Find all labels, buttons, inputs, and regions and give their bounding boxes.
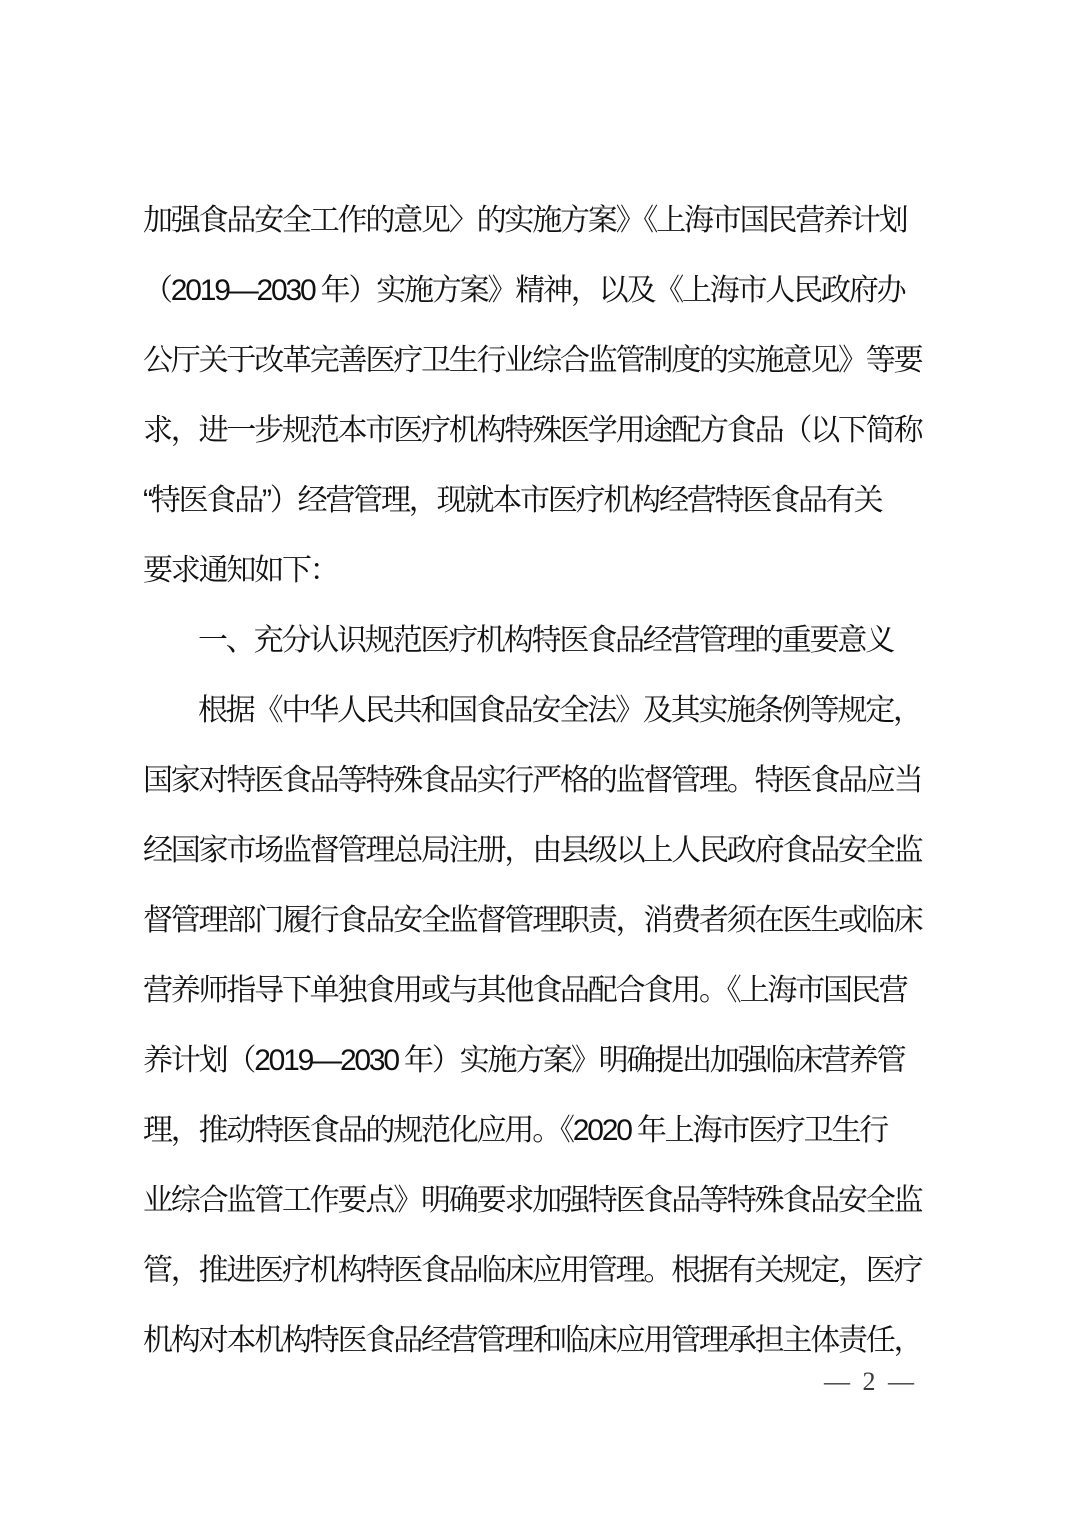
text-line: “特医食品”）经营管理，现就本市医疗机构经营特医食品有关 — [143, 484, 882, 517]
text-line: 业综合监管工作要点》明确要求加强特医食品等特殊食品安全监 — [143, 1184, 922, 1217]
text-line: 国家对特医食品等特殊食品实行严格的监督管理。特医食品应当 — [143, 764, 922, 797]
document-body — [143, 186, 973, 1376]
section-heading: 一、充分认识规范医疗机构特医食品经营管理的重要意义 — [198, 624, 893, 657]
page-number: — 2 — — [824, 1367, 917, 1396]
text-line: 管，推进医疗机构特医食品临床应用管理。根据有关规定，医疗 — [143, 1254, 922, 1287]
text-line: （2019—2030 年）实施方案》精神，以及《上海市人民政府办 — [143, 274, 905, 307]
text-line: 根据《中华人民共和国食品安全法》及其实施条例等规定， — [198, 694, 921, 727]
text-line: 加强食品安全工作的意见〉的实施方案》《上海市国民营养计划 — [143, 204, 907, 237]
text-line: 理，推动特医食品的规范化应用。《2020 年上海市医疗卫生行 — [143, 1114, 888, 1147]
text-line: 养计划（2019—2030 年）实施方案》明确提出加强临床营养管 — [143, 1044, 905, 1077]
text-line: 要求通知如下： — [143, 554, 338, 587]
text-line: 督管理部门履行食品安全监督管理职责，消费者须在医生或临床 — [143, 904, 922, 937]
text-line: 机构对本机构特医食品经营管理和临床应用管理承担主体责任， — [143, 1324, 922, 1357]
text-line: 公厅关于改革完善医疗卫生行业综合监管制度的实施意见》等要 — [143, 344, 922, 377]
text-line: 求，进一步规范本市医疗机构特殊医学用途配方食品（以下简称 — [143, 414, 922, 447]
text-line: 经国家市场监督管理总局注册，由县级以上人民政府食品安全监 — [143, 834, 922, 867]
text-line: 营养师指导下单独食用或与其他食品配合食用。《上海市国民营 — [143, 974, 907, 1007]
